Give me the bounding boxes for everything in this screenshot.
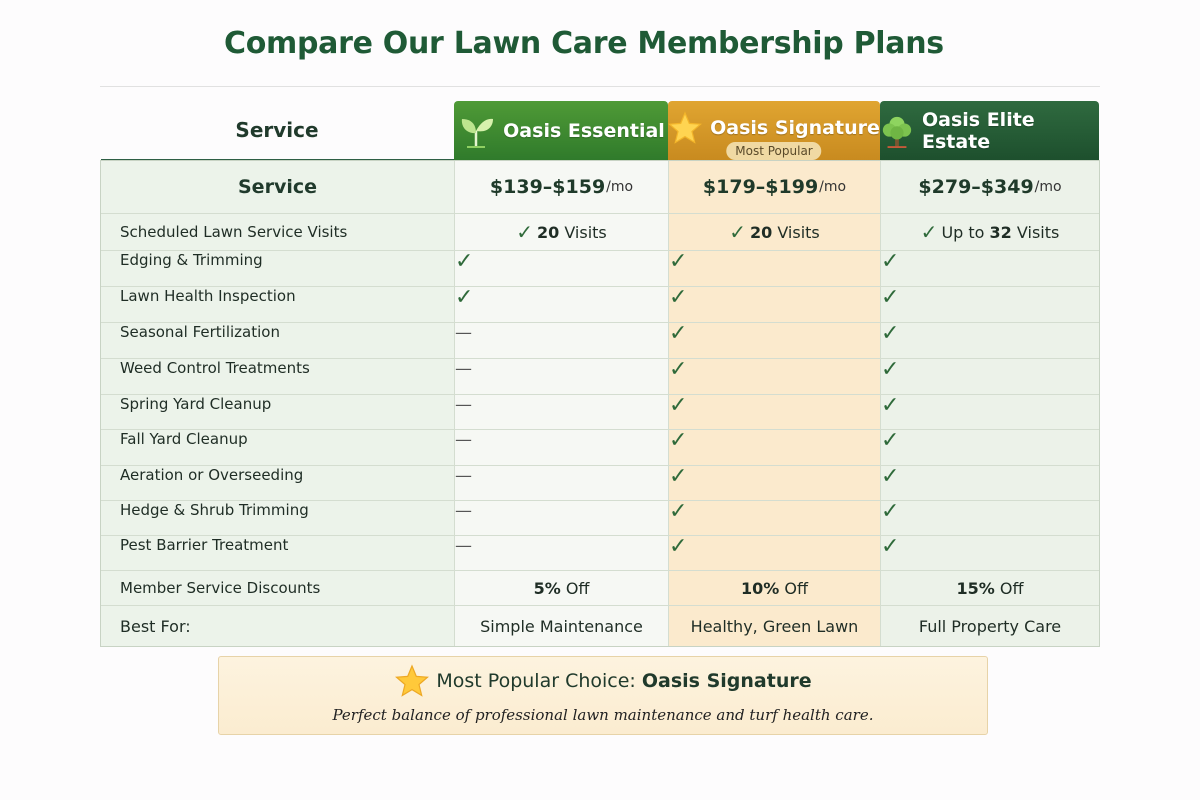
feature-cell-elite	[880, 395, 1099, 430]
dash-icon: —	[455, 359, 472, 379]
comparison-table	[101, 101, 1099, 646]
callout-subtitle: Perfect balance of professional lawn maintenance and turf health care.	[332, 705, 874, 724]
feature-cell-essential	[454, 536, 668, 571]
check-icon: ✓	[920, 220, 938, 244]
feature-cell-essential	[454, 395, 668, 430]
check-icon: ✓	[669, 249, 688, 274]
check-icon: ✓	[881, 285, 900, 310]
feature-cell-elite	[880, 430, 1099, 466]
discount-row-label: Member Service Discounts	[101, 571, 454, 606]
title-divider	[100, 86, 1100, 87]
visits-signature	[668, 214, 880, 251]
callout-title-prefix: Most Popular Choice:	[436, 669, 642, 692]
most-popular-badge: Most Popular	[726, 142, 821, 160]
check-icon: ✓	[881, 393, 900, 418]
dash-icon: —	[455, 323, 472, 343]
visits-number: 20	[749, 222, 773, 242]
discount-percent: 10%	[741, 578, 780, 598]
check-icon: ✓	[881, 321, 900, 346]
callout-title-highlight: Oasis Signature	[641, 669, 812, 692]
feature-cell-elite	[880, 536, 1099, 571]
price-unit: /mo	[1034, 179, 1062, 195]
feature-cell-signature	[668, 287, 880, 323]
feature-cell-signature	[668, 359, 880, 395]
feature-label: Lawn Health Inspection	[101, 287, 454, 323]
feature-cell-essential	[454, 359, 668, 395]
service-column-header: Service	[101, 101, 454, 161]
check-icon: ✓	[669, 357, 688, 382]
feature-label: Fall Yard Cleanup	[101, 430, 454, 466]
feature-cell-signature	[668, 466, 880, 501]
check-icon: ✓	[669, 428, 688, 453]
feature-label: Aeration or Overseeding	[101, 466, 454, 501]
feature-cell-elite	[880, 323, 1099, 359]
feature-label: Edging & Trimming	[101, 251, 454, 287]
feature-cell-elite	[880, 359, 1099, 395]
feature-cell-signature	[668, 430, 880, 466]
best-for-signature: Healthy, Green Lawn	[668, 606, 880, 646]
feature-cell-elite	[880, 287, 1099, 323]
discount-suffix: Off	[560, 578, 590, 598]
feature-label: Weed Control Treatments	[101, 359, 454, 395]
best-for-label: Best For:	[101, 606, 454, 646]
discount-essential	[454, 571, 668, 606]
check-icon: ✓	[669, 499, 688, 524]
visits-suffix: Visits	[559, 222, 607, 242]
visits-row-label: Scheduled Lawn Service Visits	[101, 214, 454, 251]
feature-cell-essential	[454, 251, 668, 287]
feature-label: Spring Yard Cleanup	[101, 395, 454, 430]
visits-elite	[880, 214, 1099, 251]
price-elite	[880, 161, 1099, 214]
feature-cell-elite	[880, 251, 1099, 287]
feature-label: Hedge & Shrub Trimming	[101, 501, 454, 536]
price-unit: /mo	[819, 179, 847, 195]
feature-label: Seasonal Fertilization	[101, 323, 454, 359]
check-icon: ✓	[881, 499, 900, 524]
check-icon: ✓	[669, 321, 688, 346]
visits-suffix: Visits	[772, 222, 820, 242]
check-icon: ✓	[669, 285, 688, 310]
star-icon	[394, 664, 430, 698]
check-icon: ✓	[881, 534, 900, 559]
check-icon: ✓	[455, 285, 474, 310]
feature-label: Pest Barrier Treatment	[101, 536, 454, 571]
visits-prefix: Up to	[941, 222, 990, 242]
feature-cell-essential	[454, 501, 668, 536]
discount-percent: 15%	[956, 578, 995, 598]
discount-suffix: Off	[779, 578, 808, 598]
best-for-elite: Full Property Care	[880, 606, 1099, 646]
price-amount: $279–$349	[918, 176, 1034, 198]
feature-cell-essential	[454, 430, 668, 466]
dash-icon: —	[455, 501, 472, 521]
plan-name-signature: Oasis Signature	[710, 117, 880, 139]
discount-suffix: Off	[994, 578, 1024, 598]
check-icon: ✓	[669, 534, 688, 559]
check-icon: ✓	[729, 220, 746, 244]
check-icon: ✓	[881, 249, 900, 274]
check-icon: ✓	[881, 428, 900, 453]
check-icon: ✓	[669, 464, 688, 489]
plan-name-elite: Oasis Elite Estate	[921, 109, 1035, 153]
discount-percent: 5%	[533, 578, 561, 598]
plan-header-signature	[668, 101, 880, 161]
feature-cell-signature	[668, 323, 880, 359]
price-signature	[668, 161, 880, 214]
visits-essential	[454, 214, 668, 251]
sprout-icon	[457, 113, 495, 149]
feature-cell-essential	[454, 466, 668, 501]
most-popular-callout	[218, 656, 988, 735]
dash-icon: —	[455, 430, 472, 450]
tree-icon	[880, 112, 914, 150]
dash-icon: —	[455, 395, 472, 415]
discount-signature	[668, 571, 880, 606]
check-icon: ✓	[881, 357, 900, 382]
visits-suffix: Visits	[1011, 222, 1060, 242]
check-icon: ✓	[455, 249, 474, 274]
feature-cell-signature	[668, 395, 880, 430]
feature-cell-essential	[454, 323, 668, 359]
plan-header-elite	[880, 101, 1099, 161]
feature-cell-signature	[668, 501, 880, 536]
best-for-essential: Simple Maintenance	[454, 606, 668, 646]
star-icon	[668, 111, 702, 145]
plan-header-essential	[454, 101, 668, 161]
feature-cell-elite	[880, 501, 1099, 536]
page-title: Compare Our Lawn Care Membership Plans	[224, 26, 944, 61]
check-icon: ✓	[669, 393, 688, 418]
feature-cell-elite	[880, 466, 1099, 501]
price-amount: $179–$199	[702, 176, 819, 198]
dash-icon: —	[455, 536, 472, 556]
price-row-label: Service	[101, 161, 454, 214]
feature-cell-signature	[668, 536, 880, 571]
feature-cell-signature	[668, 251, 880, 287]
price-amount: $139–$159	[489, 176, 606, 198]
check-icon: ✓	[881, 464, 900, 489]
price-unit: /mo	[606, 179, 634, 195]
plan-name-essential: Oasis Essential	[503, 120, 665, 142]
visits-number: 32	[989, 222, 1012, 242]
dash-icon: —	[455, 466, 472, 486]
price-essential	[454, 161, 668, 214]
check-icon: ✓	[516, 220, 533, 244]
visits-number: 20	[536, 222, 560, 242]
discount-elite	[880, 571, 1099, 606]
feature-cell-essential	[454, 287, 668, 323]
